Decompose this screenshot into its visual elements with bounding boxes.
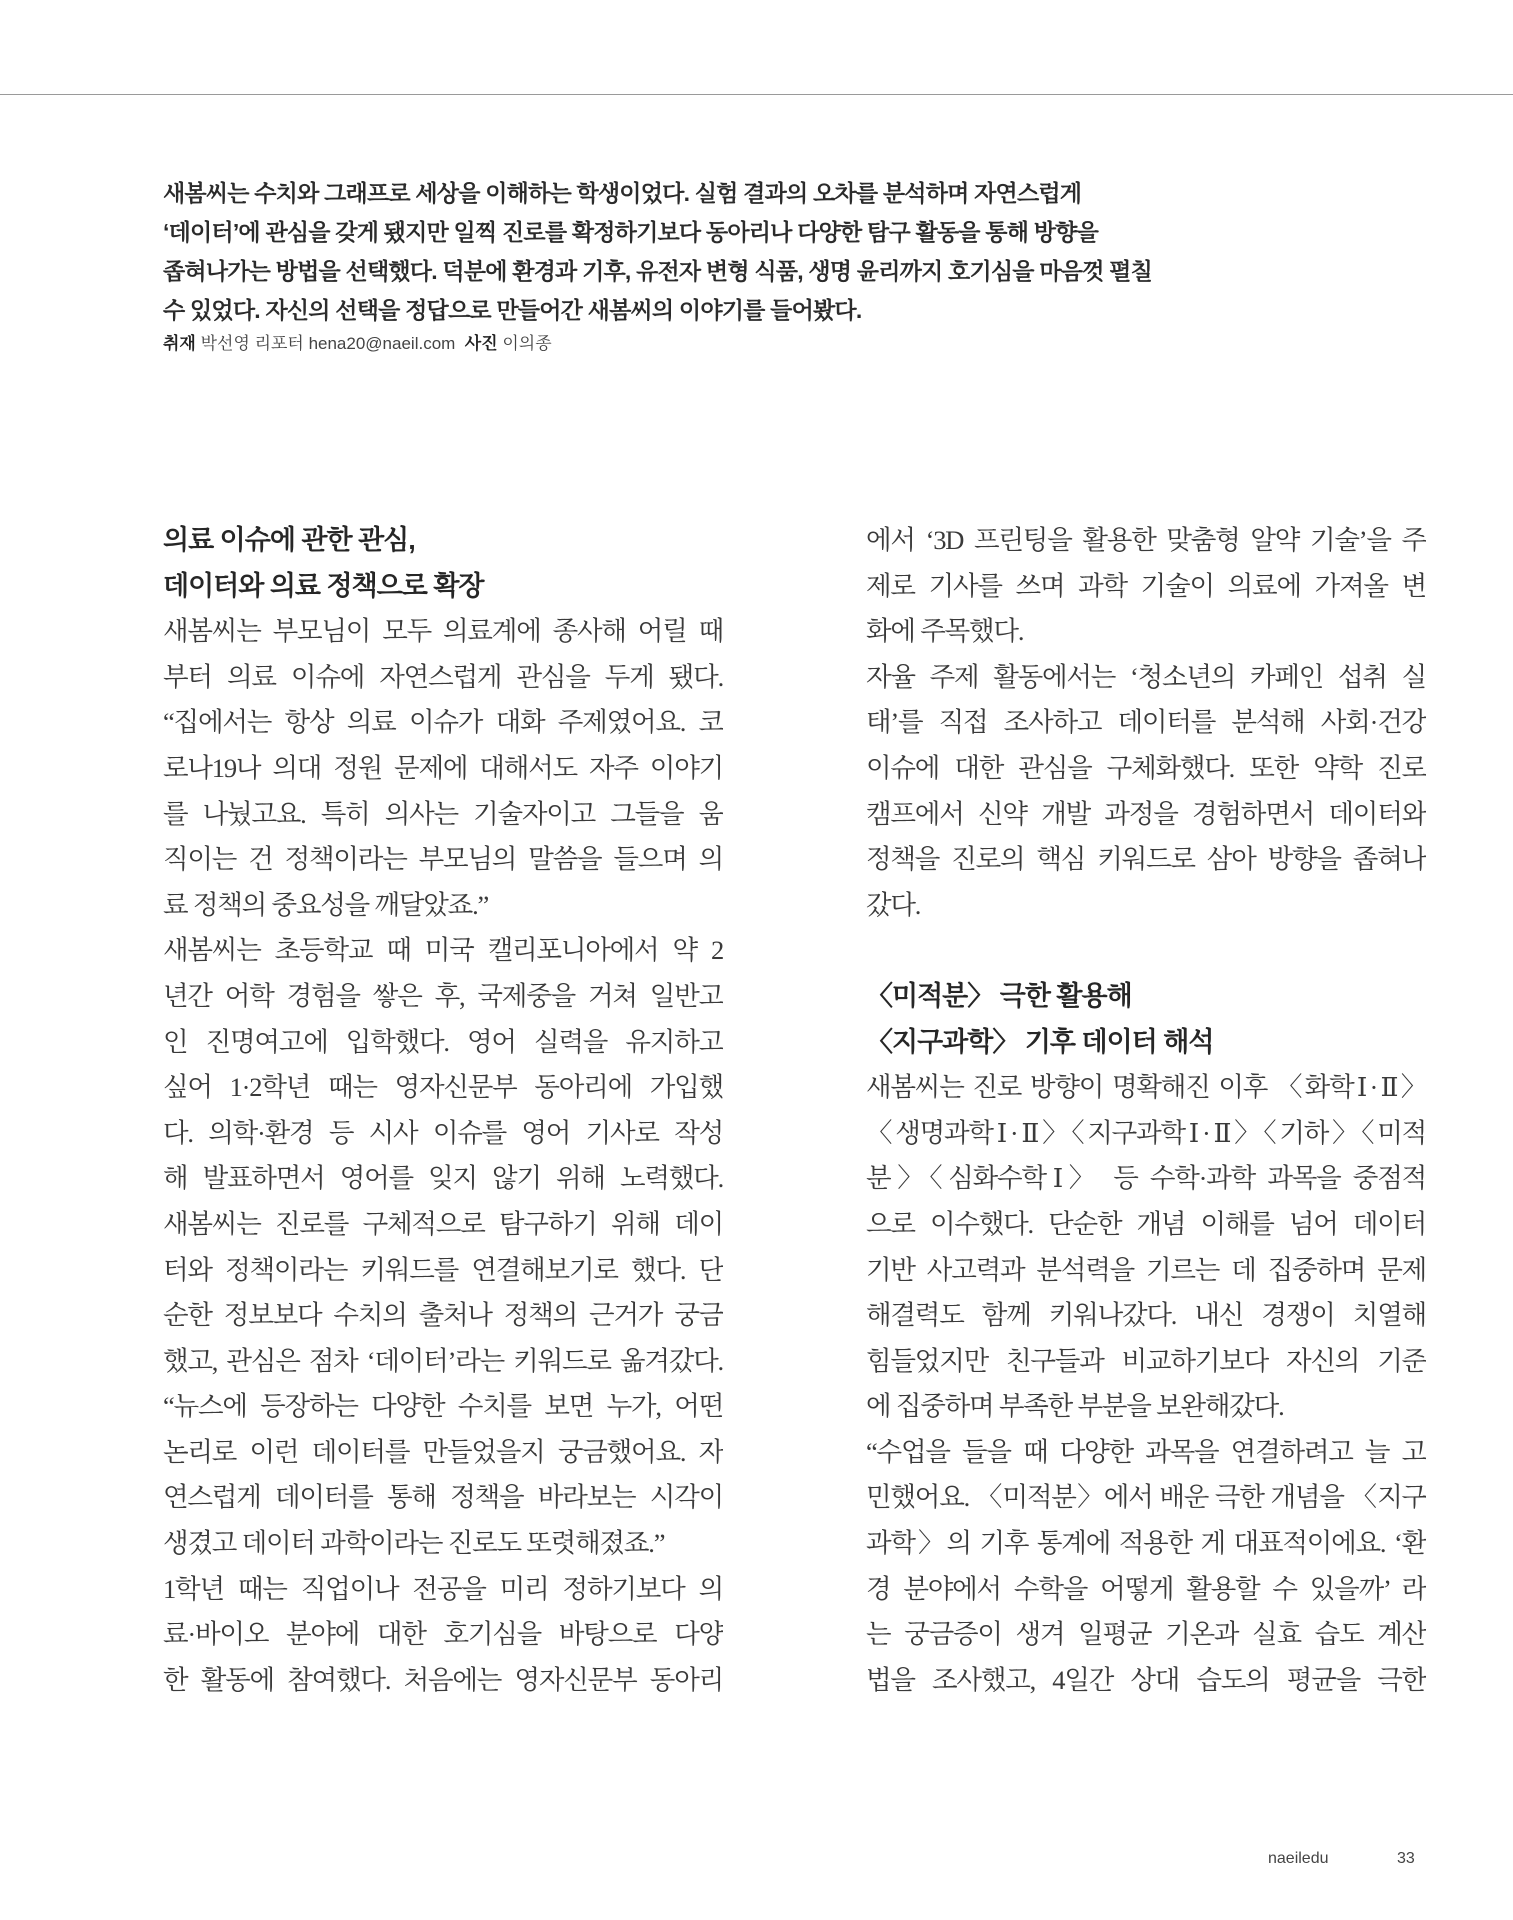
- top-rule: [0, 94, 1513, 95]
- body-line: 민했어요. 〈미적분〉에서 배운 극한 개념을 〈지구: [866, 1482, 1426, 1513]
- byline: [163, 329, 552, 354]
- body-line: 년간 어학 경험을 쌓은 후, 국제중을 거쳐 일반고: [163, 980, 723, 1011]
- body-line: “집에서는 항상 의료 이슈가 대화 주제였어요. 코: [163, 707, 723, 738]
- lead-line: 새봄씨는 수치와 그래프로 세상을 이해하는 학생이었다. 실험 결과의 오차를 분석하며 자연스럽게: [163, 180, 1082, 206]
- reporting-label: 취재: [163, 334, 196, 353]
- body-line: 새봄씨는 진로 방향이 명확해진 이후 〈화학Ⅰ·Ⅱ〉: [866, 1072, 1426, 1103]
- body-line: 정책을 진로의 핵심 키워드로 삼아 방향을 좁혀나: [866, 844, 1426, 875]
- body-line: 캠프에서 신약 개발 과정을 경험하면서 데이터와: [866, 798, 1426, 829]
- right-column: [866, 518, 1426, 1703]
- body-line: 는 궁금증이 생겨 일평균 기온과 실효 습도 계산: [866, 1619, 1426, 1650]
- body-line: 에서 ‘3D 프린팅을 활용한 맞춤형 알약 기술’을 주: [866, 525, 1426, 555]
- body-line: 논리로 이런 데이터를 만들었을지 궁금했어요. 자: [163, 1436, 723, 1467]
- photo-label: 사진: [464, 334, 498, 353]
- section-heading: 데이터와 의료 정책으로 확장: [163, 570, 484, 601]
- lead-line: ‘데이터’에 관심을 갖게 됐지만 일찍 진로를 확정하기보다 동아리나 다양한 탐구 활동을 통해 방향을: [163, 219, 1098, 245]
- section-heading: 의료 이슈에 관한 관심,: [163, 525, 415, 555]
- body-line: 순한 정보보다 수치의 출처나 정책의 근거가 궁금: [163, 1300, 723, 1331]
- lead-line: 좁혀나가는 방법을 선택했다. 덕분에 환경과 기후, 유전자 변형 식품, 생명 윤리까지 호기심을 마음껏 펼칠: [163, 258, 1152, 284]
- body-line: 싶어 1·2학년 때는 영자신문부 동아리에 가입했: [163, 1072, 723, 1103]
- body-line: 분〉〈심화수학Ⅰ〉 등 수학·과학 과목을 중점적: [866, 1163, 1426, 1194]
- body-line: 과학〉의 기후 통계에 적용한 게 대표적이에요. ‘환: [866, 1528, 1426, 1559]
- body-line: 한 활동에 참여했다. 처음에는 영자신문부 동아리: [163, 1664, 723, 1695]
- body-line: 했고, 관심은 점차 ‘데이터’라는 키워드로 옮겨갔다.: [163, 1345, 723, 1376]
- body-line: 제로 기사를 쓰며 과학 기술이 의료에 가져올 변: [866, 570, 1426, 601]
- left-column: [163, 518, 723, 1703]
- body-line: 화에 주목했다.: [866, 616, 1024, 647]
- body-line: 경 분야에서 수학을 어떻게 활용할 수 있을까’ 라: [866, 1573, 1426, 1604]
- body-line: 태’를 직접 조사하고 데이터를 분석해 사회·건강: [866, 707, 1426, 738]
- footer-brand: naeiledu: [1268, 1850, 1329, 1867]
- body-line: 이슈에 대한 관심을 구체화했다. 또한 약학 진로: [866, 752, 1426, 783]
- body-line: 새봄씨는 부모님이 모두 의료계에 종사해 어릴 때: [163, 616, 723, 647]
- body-line: 터와 정책이라는 키워드를 연결해보기로 했다. 단: [163, 1254, 723, 1285]
- page-number: 33: [1397, 1850, 1415, 1867]
- body-line: 직이는 건 정책이라는 부모님의 말씀을 들으며 의: [163, 844, 723, 875]
- body-line: “뉴스에 등장하는 다양한 수치를 보면 누가, 어떤: [163, 1391, 723, 1422]
- section-heading: 〈미적분〉 극한 활용해: [866, 980, 1132, 1011]
- body-line: 새봄씨는 초등학교 때 미국 캘리포니아에서 약 2: [163, 935, 723, 966]
- body-line: 〈생명과학Ⅰ·Ⅱ〉〈지구과학Ⅰ·Ⅱ〉〈기하〉〈미적: [866, 1117, 1426, 1148]
- reporter-name: 박선영 리포터 hena20@naeil.com: [200, 334, 456, 353]
- section-gap: [866, 928, 1426, 974]
- body-line: “수업을 들을 때 다양한 과목을 연결하려고 늘 고: [866, 1436, 1426, 1467]
- body-line: 새봄씨는 진로를 구체적으로 탐구하기 위해 데이: [163, 1208, 723, 1239]
- lead-paragraph: [163, 174, 1263, 330]
- body-line: 기반 사고력과 분석력을 기르는 데 집중하며 문제: [866, 1254, 1426, 1285]
- body-line: 연스럽게 데이터를 통해 정책을 바라보는 시각이: [163, 1482, 723, 1513]
- photographer-name: 이의종: [502, 334, 552, 353]
- body-line: 부터 의료 이슈에 자연스럽게 관심을 두게 됐다.: [163, 661, 723, 692]
- body-line: 갔다.: [866, 889, 921, 920]
- right-body-text-bottom: [866, 1065, 1426, 1703]
- body-line: 해결력도 함께 키워나갔다. 내신 경쟁이 치열해: [866, 1300, 1426, 1331]
- body-line: 법을 조사했고, 4일간 상대 습도의 평균을 극한: [866, 1664, 1426, 1695]
- body-line: 료 정책의 중요성을 깨달았죠.”: [163, 889, 489, 920]
- lead-line: 수 있었다. 자신의 선택을 정답으로 만들어간 새봄씨의 이야기를 들어봤다.: [163, 297, 862, 323]
- right-body-text-top: [866, 518, 1426, 928]
- body-line: 료·바이오 분야에 대한 호기심을 바탕으로 다양: [163, 1619, 723, 1650]
- section-heading: 〈지구과학〉 기후 데이터 해석: [866, 1026, 1214, 1057]
- body-line: 로나19나 의대 정원 문제에 대해서도 자주 이야기: [163, 752, 723, 783]
- body-line: 다. 의학·환경 등 시사 이슈를 영어 기사로 작성: [163, 1117, 723, 1148]
- body-line: 생겼고 데이터 과학이라는 진로도 또렷해졌죠.”: [163, 1528, 665, 1559]
- body-line: 를 나눴고요. 특히 의사는 기술자이고 그들을 움: [163, 798, 723, 829]
- body-line: 인 진명여고에 입학했다. 영어 실력을 유지하고: [163, 1026, 723, 1057]
- body-line: 1학년 때는 직업이나 전공을 미리 정하기보다 의: [163, 1573, 723, 1604]
- body-line: 에 집중하며 부족한 부분을 보완해갔다.: [866, 1391, 1284, 1422]
- body-line: 해 발표하면서 영어를 잊지 않기 위해 노력했다.: [163, 1163, 723, 1194]
- body-line: 힘들었지만 친구들과 비교하기보다 자신의 기준: [866, 1345, 1426, 1376]
- left-body-text: [163, 609, 723, 1703]
- body-line: 자율 주제 활동에서는 ‘청소년의 카페인 섭취 실: [866, 661, 1426, 692]
- body-line: 으로 이수했다. 단순한 개념 이해를 넘어 데이터: [866, 1208, 1426, 1239]
